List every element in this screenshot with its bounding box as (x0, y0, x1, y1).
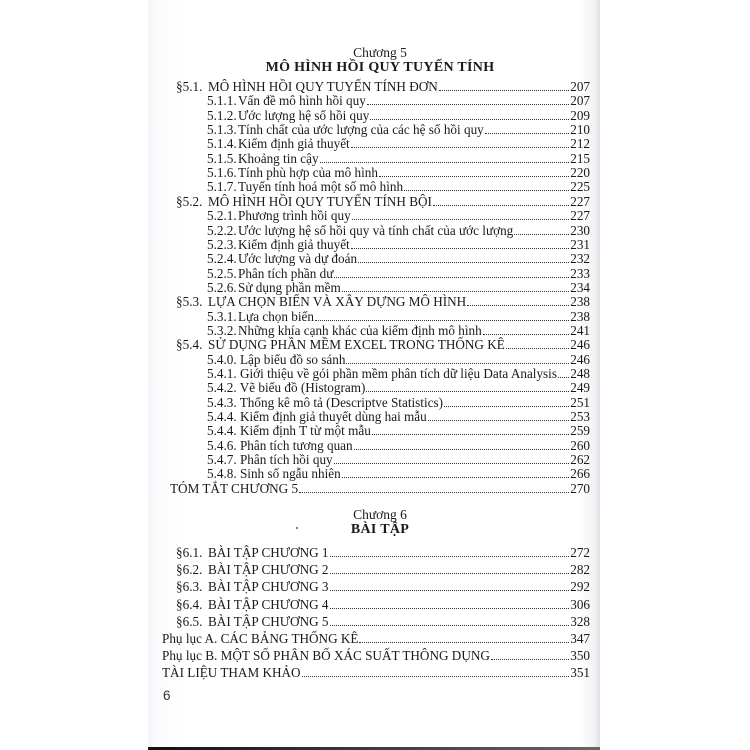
toc-entry-page: 231 (570, 236, 590, 252)
toc-entry (207, 251, 590, 266)
toc-entry-page: 253 (570, 409, 590, 425)
toc-entry-number: 5.1.2. (207, 107, 237, 123)
dot-leader (379, 166, 569, 177)
dot-leader (491, 649, 569, 660)
toc-entry-number: 5.1.3. (207, 122, 237, 138)
toc-entry-number: 5.3.1. (207, 308, 237, 324)
toc-entry-title: Khoảng tin cậy (238, 150, 319, 166)
dot-leader (485, 123, 569, 134)
toc-entry-title: LỰA CHỌN BIẾN VÀ XÂY DỰNG MÔ HÌNH (208, 294, 467, 310)
dot-leader (351, 137, 570, 148)
toc-entry (207, 165, 590, 180)
toc-entry-title: Những khía cạnh khác của kiểm định mô hình (238, 322, 482, 338)
dot-leader (439, 80, 569, 91)
dot-leader (330, 615, 570, 626)
toc-entry (207, 366, 590, 381)
dot-leader (506, 338, 569, 349)
toc-entry-page: 351 (570, 665, 590, 681)
toc-entry (207, 452, 590, 467)
dot-leader (342, 467, 570, 478)
toc-entry-page: 292 (570, 579, 590, 595)
toc-entry (207, 409, 590, 424)
page-number: 6 (163, 688, 171, 703)
toc-entry-title: Ước lượng và dự đoán (238, 251, 358, 267)
toc-entry-page: 259 (570, 423, 590, 439)
toc-entry (176, 562, 590, 577)
toc-entry-number: 5.1.7. (207, 179, 237, 195)
toc-entry-title: Vấn đề mô hình hồi quy (238, 93, 366, 109)
toc-entry-page: 209 (570, 107, 590, 123)
toc-entry-title: MÔ HÌNH HỒI QUY TUYẾN TÍNH ĐƠN (208, 79, 438, 94)
toc-entry-number: §5.3. (176, 294, 203, 310)
toc-entry (207, 323, 590, 338)
toc-entry-page: 266 (570, 466, 590, 482)
toc-entry-number: 5.2.4. (207, 251, 237, 267)
toc-entry (176, 294, 590, 309)
toc-entry (162, 665, 590, 680)
toc-entry-page: 246 (570, 337, 590, 353)
dot-leader (354, 439, 570, 450)
dot-leader (330, 546, 570, 557)
toc-entry-page: 232 (570, 251, 590, 267)
toc-entry-title: Kiểm định giả thuyết (238, 236, 350, 252)
toc-entry-title: BÀI TẬP CHƯƠNG 2 (208, 562, 329, 578)
dot-leader (330, 563, 570, 574)
toc-entry (207, 309, 590, 324)
chapter-6-title: BÀI TẬP (350, 522, 410, 537)
toc-entry (207, 266, 590, 281)
toc-entry (207, 136, 590, 151)
toc-entry-page: 212 (570, 136, 590, 152)
toc-entry-number: §5.4. (176, 337, 203, 353)
toc-entry-title: Tính phù hợp của mô hình (238, 165, 378, 181)
toc-entry (207, 395, 590, 410)
chapter-6-heading: Chương 6 (353, 507, 407, 522)
toc-entry-title: Phương trình hồi quy (238, 208, 351, 224)
toc-entry (207, 352, 590, 367)
dot-leader (367, 94, 569, 105)
toc-entry (207, 380, 590, 395)
toc-entry-number: §5.2. (176, 193, 203, 209)
dot-leader (302, 666, 570, 677)
toc-entry-page: 260 (570, 437, 590, 453)
toc-entry-number: 5.2.5. (207, 265, 237, 281)
toc-entry-number: §6.3. (176, 579, 203, 595)
toc-entry (207, 423, 590, 438)
dot-leader (346, 353, 569, 364)
toc-entry-title: 5.4.8. Sinh số ngẫu nhiên (207, 466, 341, 482)
toc-entry-page: 207 (570, 79, 590, 94)
toc-entry-page: 241 (570, 322, 590, 338)
dot-leader (404, 180, 569, 191)
toc-entry-number: §5.1. (176, 79, 203, 94)
toc-entry-title: TÀI LIỆU THAM KHẢO (162, 665, 301, 681)
dot-leader (483, 324, 569, 335)
toc-entry (176, 597, 590, 612)
toc-entry-title: BÀI TẬP CHƯƠNG 5 (208, 613, 329, 629)
toc-entry-page: 233 (570, 265, 590, 281)
toc-entry (207, 280, 590, 295)
dot-leader (358, 252, 569, 263)
toc-entry-page: 262 (570, 452, 590, 468)
dot-leader (351, 238, 570, 249)
dot-leader (467, 295, 569, 306)
dot-leader (330, 580, 570, 591)
toc-entry-page: 225 (570, 179, 590, 195)
toc-entry-page: 306 (570, 596, 590, 612)
toc-entry-title: Ước lượng hệ số hồi quy và tính chất của ước lượng (238, 222, 514, 238)
toc-entry-title: 5.4.7. Phân tích hồi quy (207, 452, 333, 468)
toc-entry (207, 466, 590, 481)
toc-entry-number: 5.1.6. (207, 165, 237, 181)
dot-leader (334, 267, 569, 278)
dot-leader (342, 281, 569, 292)
toc-entry (207, 108, 590, 123)
toc-entry (162, 648, 590, 663)
toc-entry-page: 270 (570, 480, 590, 496)
toc-entry-title: 5.4.6. Phân tích tương quan (207, 437, 353, 453)
toc-entry-number: 5.2.2. (207, 222, 237, 238)
dot-leader (320, 152, 570, 163)
toc-entry (176, 545, 590, 560)
dot-leader (352, 209, 570, 220)
dot-leader (372, 424, 569, 435)
toc-entry-title: BÀI TẬP CHƯƠNG 4 (208, 596, 329, 612)
dot-leader (366, 381, 569, 392)
dot-leader (444, 396, 569, 407)
toc-entry-number: §6.1. (176, 545, 203, 560)
toc-entry-title: 5.4.3. Thống kê mô tả (Descriptve Statistics) (207, 394, 443, 410)
toc-entry (207, 179, 590, 194)
toc-entry (207, 237, 590, 252)
toc-entry-page: 328 (570, 613, 590, 629)
toc-entry-page: 207 (570, 93, 590, 109)
toc-entry-title: Phân tích phần dư (238, 265, 334, 281)
toc-entry-number: 5.1.1. (207, 93, 237, 109)
toc-entry-page: 249 (570, 380, 590, 396)
dot-leader (433, 195, 569, 206)
toc-entry-page: 227 (570, 193, 590, 209)
toc-entry-page: 210 (570, 122, 590, 138)
toc-entry-number: §6.4. (176, 596, 203, 612)
toc-entry-number: §6.2. (176, 562, 203, 578)
toc-entry-title: Sử dụng phần mềm (238, 279, 341, 295)
toc-entry (176, 337, 590, 352)
toc-entry (207, 438, 590, 453)
toc-entry (176, 579, 590, 594)
toc-entry (176, 614, 590, 629)
toc-entry-page: 220 (570, 165, 590, 181)
toc-entry-title: BÀI TẬP CHƯƠNG 3 (208, 579, 329, 595)
toc-entry-title: BÀI TẬP CHƯƠNG 1 (208, 545, 329, 560)
toc-entry-page: 347 (570, 631, 590, 646)
toc-entry-page: 246 (570, 351, 590, 367)
toc-entry-title: Lựa chọn biến (238, 308, 314, 324)
dot-leader (558, 367, 569, 378)
toc-entry (207, 208, 590, 223)
dot-leader (334, 453, 570, 464)
toc-entry-title: Kiểm định giả thuyết (238, 136, 350, 152)
toc-entry (207, 151, 590, 166)
toc-entry-title: Ước lượng hệ số hồi quy (238, 107, 370, 123)
toc-entry-page: 272 (570, 545, 590, 560)
toc-entry-title: Phụ lục B. MỘT SỐ PHÂN BỐ XÁC SUẤT THÔNG DỤNG (162, 648, 490, 664)
toc-entry-number: 5.2.3. (207, 236, 237, 252)
toc-entry (170, 481, 590, 496)
dot-leader (514, 224, 569, 235)
toc-entry-page: 238 (570, 308, 590, 324)
toc-entry (207, 93, 590, 108)
dot-leader (299, 482, 569, 493)
toc-entry-title: Tính chất của ước lượng của các hệ số hồi quy (238, 122, 484, 138)
toc-entry-title: 5.4.4. Kiểm định giả thuyết dùng hai mẫu (207, 409, 427, 425)
toc-entry (176, 194, 590, 209)
toc-entry-page: 251 (570, 394, 590, 410)
toc-entry-page: 227 (570, 208, 590, 224)
toc-entry-page: 238 (570, 294, 590, 310)
toc-entry-title: 5.4.0. Lập biểu đồ so sánh (207, 351, 346, 367)
toc-entry-number: 5.1.5. (207, 150, 237, 166)
toc-entry-title: TÓM TẮT CHƯƠNG 5 (170, 480, 299, 496)
toc-entry-number: 5.2.1. (207, 208, 237, 224)
chapter-5-title: MÔ HÌNH HỒI QUY TUYẾN TÍNH (265, 60, 495, 75)
toc-entry-number: 5.1.4. (207, 136, 237, 152)
toc-entry-page: 282 (570, 562, 590, 578)
dot-leader (370, 109, 569, 120)
dot-leader (359, 632, 569, 643)
toc-entry-title: SỬ DỤNG PHẦN MỀM EXCEL TRONG THỐNG KÊ (208, 337, 505, 353)
toc-entry-number: §6.5. (176, 613, 203, 629)
toc-entry (162, 631, 590, 646)
toc-entry-number: 5.2.6. (207, 279, 237, 295)
toc-entry (207, 223, 590, 238)
toc-entry (176, 79, 590, 94)
dot-leader (315, 310, 569, 321)
toc-entry-title: 5.4.4. Kiểm định T từ một mẫu (207, 423, 371, 439)
toc-entry-title: Phụ lục A. CÁC BẢNG THỐNG KÊ (162, 631, 359, 646)
toc-entry-title: Tuyến tính hoá một số mô hình (238, 179, 404, 195)
toc-entry-page: 215 (570, 150, 590, 166)
toc-entry-title: MÔ HÌNH HỒI QUY TUYẾN TÍNH BỘI (208, 193, 432, 209)
toc-entry (207, 122, 590, 137)
dot-leader (428, 410, 569, 421)
toc-entry-title: 5.4.2. Vẽ biểu đồ (Histogram) (207, 380, 366, 396)
dot-leader (330, 598, 570, 609)
toc-entry-title: 5.4.1. Giới thiệu về gói phần mềm phân tích dữ liệu Data Analysis (207, 366, 557, 381)
toc-entry-page: 230 (570, 222, 590, 238)
chapter-5-heading: Chương 5 (353, 45, 407, 60)
toc-entry-number: 5.3.2. (207, 322, 237, 338)
toc-entry-page: 248 (570, 366, 590, 381)
toc-entry-page: 234 (570, 279, 590, 295)
toc-entry-page: 350 (570, 648, 590, 664)
